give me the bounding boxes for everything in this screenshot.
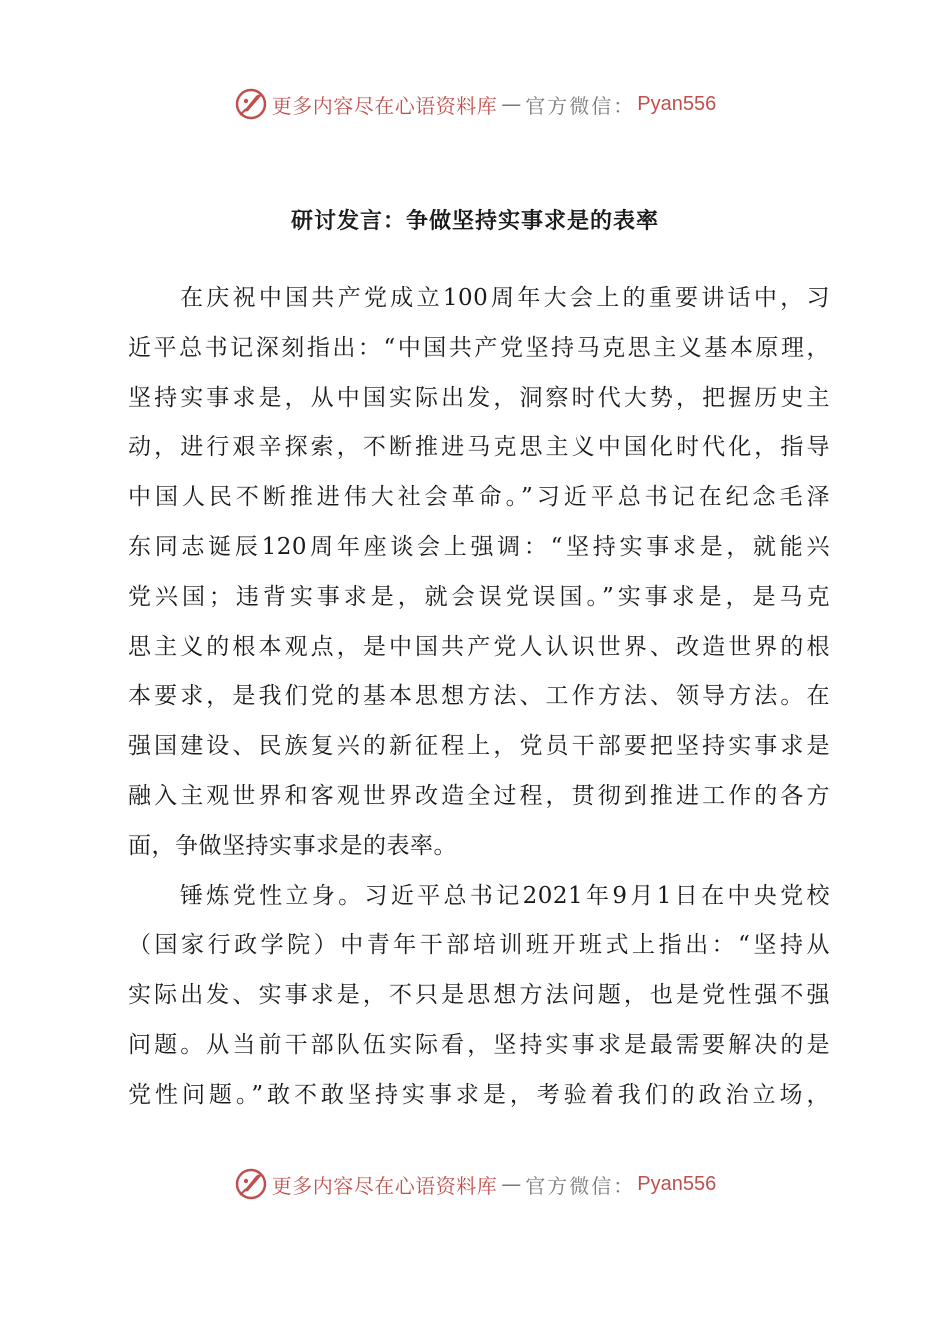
text-line: 锤炼党性立身。习近平总书记2021年9月1日在中央党校: [180, 882, 830, 909]
footer-banner: [0, 1164, 950, 1204]
text-line: 实际出发、实事求是，不只是思想方法问题，也是党性强不强: [128, 982, 830, 1009]
banner-promo-text: 更多内容尽在心语资料库: [271, 1173, 498, 1198]
text-line: 在庆祝中国共产党成立100周年大会上的重要讲话中，习: [180, 285, 830, 311]
text-line: 近平总书记深刻指出：“中国共产党坚持马克思主义基本原理，: [128, 334, 830, 361]
text-line: 动，进行艰辛探索，不断推进马克思主义中国化时代化，指导: [128, 434, 830, 461]
quill-logo-icon: [234, 87, 268, 121]
banner-separator: —: [501, 1172, 522, 1196]
document-title: 研讨发言：争做坚持实事求是的表率: [290, 209, 659, 234]
banner-separator: —: [501, 92, 522, 116]
text-line: 问题。从当前干部队伍实际看，坚持实事求是最需要解决的是: [128, 1031, 830, 1058]
text-line: 坚持实事求是，从中国实际出发，洞察时代大势，把握历史主: [128, 384, 830, 411]
text-line: 思主义的根本观点，是中国共产党人认识世界、改造世界的根: [128, 633, 830, 660]
text-line: 强国建设、民族复兴的新征程上，党员干部要把坚持实事求是: [128, 733, 830, 760]
paragraph-1: [128, 274, 830, 872]
text-line: 党性问题。”敢不敢坚持实事求是，考验着我们的政治立场，: [128, 1081, 830, 1108]
document-body: [128, 274, 830, 1121]
banner-wechat-id: Pyan556: [637, 92, 717, 115]
text-line: （国家行政学院）中青年干部培训班开班式上指出：“坚持从: [128, 932, 830, 959]
paragraph-2: [128, 872, 830, 1121]
header-banner: [0, 84, 950, 124]
text-line: 中国人民不断推进伟大社会革命。”习近平总书记在纪念毛泽: [128, 484, 830, 511]
text-line: 东同志诞辰120周年座谈会上强调：“坚持实事求是，就能兴: [128, 533, 830, 560]
banner-promo-text: 更多内容尽在心语资料库: [271, 93, 498, 118]
banner-wechat-label: 官方微信：: [525, 1173, 636, 1198]
text-line: 党兴国；违背实事求是，就会误党误国。”实事求是，是马克: [128, 583, 830, 610]
text-line: 本要求，是我们党的基本思想方法、工作方法、领导方法。在: [128, 683, 830, 710]
banner-wechat-label: 官方微信：: [525, 93, 636, 118]
quill-logo-icon: [234, 1167, 268, 1201]
text-line: 融入主观世界和客观世界改造全过程，贯彻到推进工作的各方: [128, 782, 830, 809]
text-line: 面，争做坚持实事求是的表率。: [128, 832, 457, 859]
banner-wechat-id: Pyan556: [637, 1172, 717, 1195]
